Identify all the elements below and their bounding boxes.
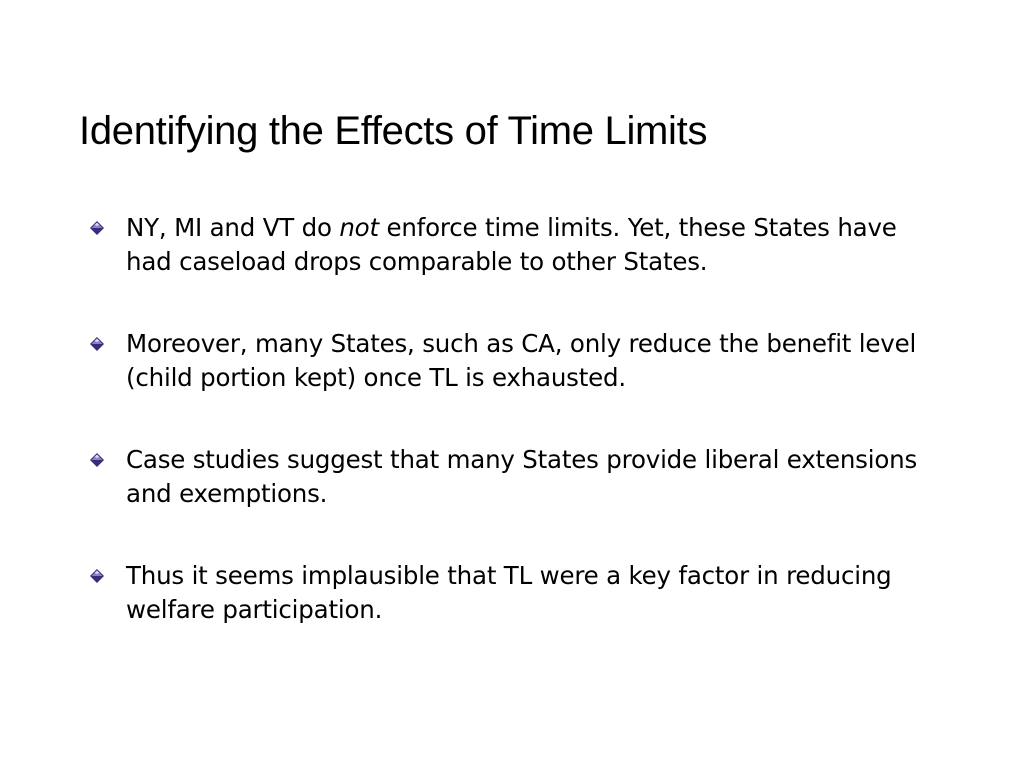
bullet-text-1 [126,213,897,276]
bullet-text-4: Thus it seems implausible that TL were a key factor in reducing welfare participation. [126,561,892,624]
bullet-text-2: Moreover, many States, such as CA, only reduce the benefit level (child portion kept) once TL is exhausted. [126,329,917,392]
diamond-bullet-icon [90,221,104,235]
bullet-1-text-before: NY, MI and VT do [126,213,340,242]
bullet-1-emphasis: not [339,213,379,242]
diamond-bullet-icon [90,569,104,583]
diamond-bullet-icon [90,337,104,351]
bullet-item-2 [86,327,946,395]
diamond-bullet-icon [90,453,104,467]
bullet-item-3 [86,443,946,511]
bullet-list [86,211,946,627]
bullet-item-1 [86,211,946,279]
bullet-text-3: Case studies suggest that many States provide liberal extensions and exemptions. [126,445,918,508]
bullet-item-4 [86,559,946,627]
slide-title: Identifying the Effects of Time Limits [79,109,708,153]
bullet-1-text-after: enforce time limits. Yet, these States have had caseload drops comparable to other States. [126,213,897,276]
